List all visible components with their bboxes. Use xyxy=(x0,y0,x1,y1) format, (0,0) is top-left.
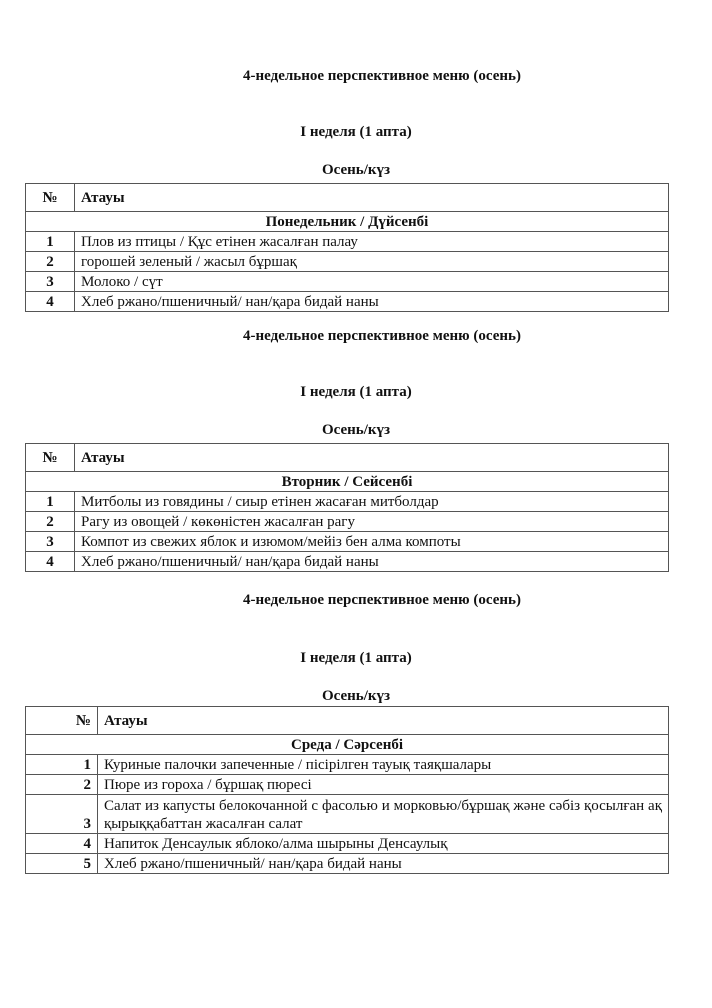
row-number: 3 xyxy=(26,272,75,292)
dish-name: Митболы из говядины / сиыр етінен жасаған митболдар xyxy=(75,492,669,512)
season-title: Осень/күз xyxy=(321,688,391,704)
dish-name: Напиток Денсаулык яблоко/алма шырыны Денсаулық xyxy=(98,834,669,854)
table-header-row xyxy=(26,184,669,212)
dish-name: Плов из птицы / Құс етінен жасалған палау xyxy=(75,232,669,252)
menu-table-wednesday xyxy=(25,706,669,874)
day-header: Среда / Сәрсенбі xyxy=(26,735,669,755)
table-row xyxy=(26,854,669,874)
menu-table-monday xyxy=(25,183,669,312)
season-title: Осень/күз xyxy=(321,162,391,178)
table-row xyxy=(26,755,669,775)
row-number: 4 xyxy=(26,292,75,312)
day-header: Вторник / Сейсенбі xyxy=(26,472,669,492)
dish-name: Пюре из гороха / бұршақ пюресі xyxy=(98,775,669,795)
season-title: Осень/күз xyxy=(321,422,391,438)
row-number: 3 xyxy=(26,532,75,552)
col-number-header: № xyxy=(26,707,98,735)
row-number: 2 xyxy=(26,252,75,272)
row-number: 1 xyxy=(26,492,75,512)
week-title: I неделя (1 апта) xyxy=(300,124,412,140)
dish-name: Хлеб ржано/пшеничный/ нан/қара бидай наны xyxy=(75,292,669,312)
menu-table-tuesday xyxy=(25,443,669,572)
week-title: I неделя (1 апта) xyxy=(300,650,412,666)
dish-name: Хлеб ржано/пшеничный/ нан/қара бидай наны xyxy=(75,552,669,572)
dish-name: Компот из свежих яблок и изюмом/мейіз бен алма компоты xyxy=(75,532,669,552)
table-row xyxy=(26,232,669,252)
row-number: 4 xyxy=(26,834,98,854)
dish-name: Хлеб ржано/пшеничный/ нан/қара бидай наны xyxy=(98,854,669,874)
table-row xyxy=(26,272,669,292)
menu-title: 4-недельное перспективное меню (осень) xyxy=(243,592,521,608)
table-row xyxy=(26,492,669,512)
table-row xyxy=(26,532,669,552)
row-number: 1 xyxy=(26,232,75,252)
row-number: 1 xyxy=(26,755,98,775)
day-header: Понедельник / Дүйсенбі xyxy=(26,212,669,232)
col-number-header: № xyxy=(26,184,75,212)
table-row xyxy=(26,552,669,572)
dish-name: горошей зеленый / жасыл бұршақ xyxy=(75,252,669,272)
dish-name: Куриные палочки запеченные / пісірілген тауық таяқшалары xyxy=(98,755,669,775)
dish-name: Рагу из овощей / көкөністен жасалған рагу xyxy=(75,512,669,532)
dish-name: Молоко / сүт xyxy=(75,272,669,292)
menu-title: 4-недельное перспективное меню (осень) xyxy=(243,328,521,344)
row-number: 4 xyxy=(26,552,75,572)
dish-name: Салат из капусты белокочанной с фасолью и морковью/бұршақ және сәбіз қосылған ақ қырыққабаттан жасалған салат xyxy=(98,795,669,834)
row-number: 3 xyxy=(26,795,98,834)
table-row xyxy=(26,834,669,854)
table-row xyxy=(26,252,669,272)
row-number: 5 xyxy=(26,854,98,874)
table-header-row xyxy=(26,444,669,472)
row-number: 2 xyxy=(26,775,98,795)
table-row xyxy=(26,292,669,312)
table-row xyxy=(26,512,669,532)
table-row xyxy=(26,795,669,834)
col-number-header: № xyxy=(26,444,75,472)
table-header-row xyxy=(26,707,669,735)
row-number: 2 xyxy=(26,512,75,532)
table-row xyxy=(26,775,669,795)
col-name-header: Атауы xyxy=(75,444,669,472)
col-name-header: Атауы xyxy=(98,707,669,735)
col-name-header: Атауы xyxy=(75,184,669,212)
week-title: I неделя (1 апта) xyxy=(300,384,412,400)
menu-title: 4-недельное перспективное меню (осень) xyxy=(243,68,521,84)
